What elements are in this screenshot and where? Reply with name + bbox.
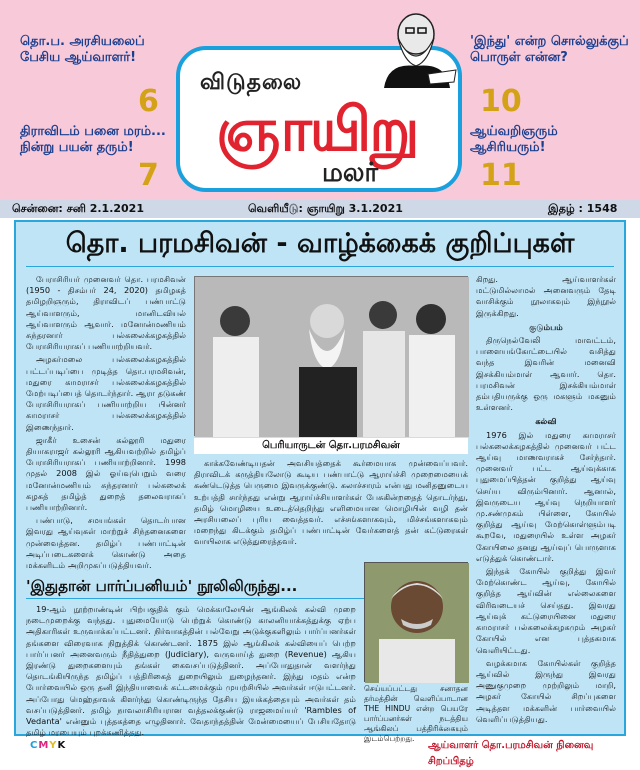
article-headline: தொ. பரமசிவன் - வாழ்க்கைக் குறிப்புகள் [65,228,575,259]
photo-caption: பெரியாருடன் தொ.பரமசிவன் [194,438,468,454]
portrait-image [365,563,469,683]
teaser-text: ஆய்வறிஞரும் ஆசிரியரும்! [470,124,558,155]
dateline-bar [0,200,640,218]
paragraph: 1976 இல் மதுரை காமராசர் பல்கலைக்கழகத்தில் முனைவர் பட்ட ஆய்வு மாணவராகச் சேர்ந்தார். முனைவர் பட்ட ஆய்வுக்காக புதுமைப்பித்தன் குறித்து ஆய்வு செய்ய விரும்பினார். ஆனால், இவருடைய ஆய்வு நெறியாளர் மு.சண்முகம் பிள்ளை, கோயில் குறித்து ஆய்வு மேற்கொள்ளும்படி கூறவே, மதுரையில் உள்ள அழகர் கோயிலை தனது ஆய்வுப் பொருளாக எடுத்துக் கொண்டார். [476,429,616,563]
teaser-page-number: 10 [480,84,522,119]
group-photo-image [195,277,469,437]
paragraph: பண்பாடு, சமயங்கள் தொடர்பான இவரது ஆய்வுகள் மாற்றுச் சிந்தனைகளை முன்வைத்தன. தமிழ்ப் பண்பாட்டின் அடிப்படைகளைக் கொண்டு அதை மக்களிடம் அறிமுகப்படுத்தியவர். [26,515,186,571]
subheading-family: குடும்பம் [529,321,563,332]
periyar-sketch-image [368,4,464,88]
teaser-page-number: 7 [138,158,159,193]
excerpt-title: 'இதுதான் பார்ப்பனியம்' நூலிலிருந்து... [26,577,298,595]
cmyk-y: Y [49,740,58,751]
column-3 [476,274,616,734]
paragraph: இந்தக் கோயில் குறித்து இவர் மேற்கொண்ட ஆய்வு, கோயில் குறித்த ஆய்வின் எல்லைகளை விரிவடையச் செய்தது. இவரது ஆய்வுக் கட்டுரையினை மதுரை காமராசர் பல்கலைக்கழகமும் அழகர் கோயில் என புத்தகமாக வெளியிட்டது. [476,566,616,655]
photo-portrait [364,562,468,682]
cmyk-c: C [30,740,39,751]
teaser-left-bottom[interactable] [20,124,170,193]
dateline-left: சென்னை: சனி 2.1.2021 [12,202,144,215]
paragraph: அழகர்மலை பல்கலைக்கழகத்தில் பட்டப்படிப்பை முடித்த தொ.பரமசிவன், மதுரை காமராசர் பல்கலைக்கழகத்தில் மேற்படிப்பைத் தொடர்ந்தார். ஆரா தடுகண் பேராசிரியராகப் பணியாற்றிய பின்னர் காமராசர் பல்கலைக்கழகத்தில் இணைந்தார். [26,354,186,432]
paragraph: 19-ஆம் நூற்றாண்டின் பிற்பகுதிக் கும் மெக்காலேயின் ஆங்கிலக் கல்வி முறை நடைமுறைக்கு வந்தது. புதுமையோடு பெற்றுக் கொண்டு காலனியாக்கத்துக்கு ஏற்ப அதிகாரிகள் உருவாக்கப்பட்டனர். நிர்வாகத்தின் பல்வேறு அடுக்குகளிலும் பார்ப்பனர்கள் தங்களை விரைவாக நிறுத்திக் கொண்டனர். 1875 இல் ஆங்கிலக் கல்வியைப் பெற்ற பார்ப்பனர் அனைவரும் நீதித்துறை (Judiciary), வருவாய்த் துறை (Revenue) ஆகிய இரண்டு துறைகளையும் தங்கள் கைவசப்படுத்தினர். அப்போதுதான் வளர்ந்து தொடங்கியிருந்த தமிழ்ப் பத்திரிகைத் துறையிலும் நுழைந்தனர். இந்து மதம் என்ற போர்வையில் ஒரு தனி இந்தியாவைக் கட்டமைக்கும் முயற்சியில் அவர்கள் ஈடுபட்டனர். அப்போது மெஹ்தாவக் கிளர்ந்து கொண்டிருந்த தேசிய இயக்கத்தையும் அவர்கள் தம் வசப்படுத்தினர். தமிழ் நாவலாசிரியரான வத்தலக்குண்டு ராஜமைய்யர் 'Rambles of Vedanta' என்னும் புத்தகத்தை எழுதினார். வேதாந்தத்தின் மேன்மையைப் பேசியதோடு தமிழ் மரபையும் புறக்கணித்தது. [26,604,356,738]
portrait-caption: செய்யப்பட்டது சனாதன தர்மத்தின் வெளிப்பாடான THE HINDU என்ற பெயரே பார்ப்பனர்கள் நடத்திய ஆங்கிலப் பத்திரிக்கையும் இடம்பெற்றது. [364,684,468,743]
cmyk-m: M [38,740,50,751]
paragraph: வழக்கமாக கோயில்கள் குறித்த ஆய்வில் இருந்து இவரது அணுகுமுறை முற்றிலும் மாறி, அழகர் கோயில் சிறப்புகளை அடித்தள மக்களின் பார்வையில் வெளிப்படுத்தியது. [476,657,616,724]
teaser-text: திராவிடம் பனை மரம்... நின்று பயன் தரும்! [20,124,166,155]
paragraph: காக்கவேண்டியதன் அவசியத்தைக் கூர்மையாக முன்வைப்பவர். திராவிடக் கருத்தியலோடு கூடிய பண்பாட்டு ஆராய்ச்சி முறைமையைக் கண்டெடுத்த பெருமை இவருக்குண்டு. கலாச்சாரம் என்பது மனிதனுடைய உற்பத்தி சார்ந்தது என்று ஆராய்ச்சியாளர்கள் பேசுகின்றதைத் தொடர்ந்து, தமிழ் மொழியை உடைத்தெறிந்து எளிமையான மொழியின் வழி தன் அரசியலைப் புரிய வைத்தவர். எச்சங்களாகவும், மிச்சங்களாகவும் மறைந்து கிடக்கும் தமிழ்ப் பண்பாட்டின் வேர்களைத் தன் கட்டுரைகள் வாயிலாக எடுத்துரைத்தவர். [194,458,468,547]
teaser-page-number: 11 [480,158,522,193]
dateline-issue: இதழ் : 1548 [548,202,618,215]
page-footer [0,738,640,767]
column-2 [194,458,468,562]
teaser-right-bottom[interactable] [470,124,620,193]
teaser-page-number: 6 [138,84,159,119]
paragraph: பேராசிரியர் முனைவர் தொ. பரமசிவன் (1950 - திசம்பர் 24, 2020) தமிழகத் தமிழறிஞரும், திராவிடப் பண்பாட்டு ஆய்வாளரும், மானிடவியல் ஆய்வாளரும் ஆவார். மனோன்மணியம் சுந்தரனார் பல்கலைக்கழகத்தில் பேராசிரியராகப் பணியாற்றியவர். [26,274,186,352]
logo-sub-text: மலர் [322,158,379,188]
article-frame [14,220,626,743]
logo-main-text: ஞாயிறு [216,95,418,165]
photo-periyar-group [194,276,468,436]
teaser-right-top[interactable] [470,34,630,119]
teaser-left-top[interactable] [20,34,160,119]
teaser-text: தொ.ப. அரசியலைப் பேசிய ஆய்வாளர்! [20,34,145,65]
masthead [0,0,640,200]
excerpt-text [26,604,356,738]
subheading-education: கல்வி [535,416,557,427]
headline-divider [26,266,614,267]
footer-tagline: ஆய்வாளர் தொ.பரமசிவன் நினைவு சிறப்பிதழ் [428,740,594,767]
dateline-middle: வெளியீடு: ஞாயிறு 3.1.2021 [248,202,403,215]
cmyk-mark [30,738,66,754]
paragraph: திருநெல்வேலி மாவட்டம், பாளையங்கோட்டையில் வசித்து வந்த இவரின் மனைவி இசக்கியம்மாள் ஆவார். தொ. பரமசிவன் இசக்கியம்மாள் தம்பதியருக்கு ஒரு மகளும் மகனும் உள்ளனர். [476,335,616,413]
paragraph: கிறது. ஆய்வாளர்கள் மட்டுமில்லாமல் அனைவரும் தேடி வாசிக்கும் நூலாகவும் இந்நூல் இருக்கிறது. [476,274,616,318]
column-1 [26,274,186,572]
teaser-text: 'இந்து' என்ற சொல்லுக்குப் பொருள் என்ன? [470,34,629,65]
logo-top-text: விடுதலை [200,70,303,95]
cmyk-k: K [57,740,67,751]
paragraph: ஜாகீர் உசைன் கல்லூரி மதுரை தியாகராஜர் கல்லூரி ஆகியவற்றில் தமிழ்ப் பேராசிரியராகப் பணியாற்றினார். 1998 முதல் 2008 இல் ஓய்வுபெறும் வரை மனோன்மணியம் சுந்தரனார் பல்கலைக் கழகத் தமிழ்த் துறைத் தலைவராகப் பணியாற்றினார். [26,434,186,513]
